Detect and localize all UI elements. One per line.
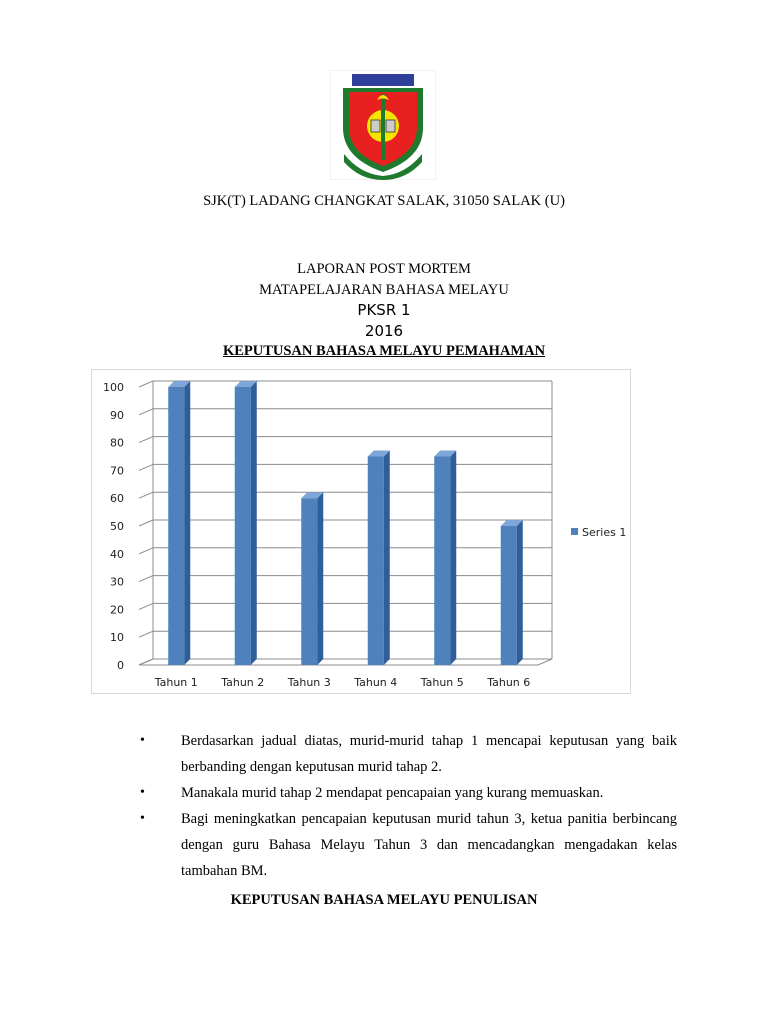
gridline-depth — [139, 464, 153, 470]
gridline-depth — [139, 409, 153, 415]
list-item — [140, 728, 677, 780]
bar — [501, 526, 517, 665]
chart-floor — [139, 659, 552, 665]
bullet-icon: • — [140, 733, 145, 748]
bullet-icon: • — [140, 785, 145, 800]
bar-side — [317, 492, 323, 665]
exam-title: PKSR 1 — [357, 301, 411, 319]
gridline-depth — [139, 437, 153, 443]
school-crest-icon — [330, 70, 436, 180]
x-tick-label: Tahun 5 — [420, 676, 464, 689]
section-heading-pemahaman: KEPUTUSAN BAHASA MELAYU PEMAHAMAN — [222, 343, 546, 359]
subject-title: MATAPELAJARAN BAHASA MELAYU — [259, 282, 509, 298]
bar-side — [251, 381, 257, 665]
bar-chart — [91, 369, 631, 694]
y-tick-label: 80 — [110, 436, 124, 450]
bar-side — [384, 451, 390, 666]
year-title: 2016 — [364, 322, 404, 340]
report-title: LAPORAN POST MORTEM — [297, 261, 471, 277]
bullet-icon: • — [140, 811, 145, 826]
x-tick-label: Tahun 6 — [487, 676, 531, 689]
gridline-depth — [139, 520, 153, 526]
gridline-depth — [139, 381, 153, 387]
bar-side — [517, 520, 523, 665]
y-tick-label: 40 — [110, 547, 124, 561]
section-heading-penulisan: KEPUTUSAN BAHASA MELAYU PENULISAN — [230, 892, 538, 908]
legend-label: Series 1 — [582, 526, 627, 539]
y-tick-label: 90 — [110, 408, 124, 422]
list-item-text: Bagi meningkatkan pencapaian keputusan murid tahun 3, ketua panitia berbincang dengan guru Bahasa Melayu Tahun 3 dan mencadangkan mengadakan kelas tambahan BM. — [181, 811, 677, 879]
bar-chart-svg — [92, 370, 632, 695]
bar — [368, 457, 384, 666]
y-tick-label: 70 — [110, 464, 124, 478]
gridline-depth — [139, 603, 153, 609]
y-tick-label: 100 — [103, 381, 124, 394]
y-tick-label: 60 — [110, 492, 124, 506]
bullet-list — [140, 728, 677, 884]
y-tick-label: 30 — [110, 575, 124, 589]
gridline-depth — [139, 548, 153, 554]
y-tick-label: 20 — [110, 603, 124, 617]
gridline-depth — [139, 576, 153, 582]
bar — [168, 387, 184, 665]
list-item — [140, 806, 677, 884]
bar-side — [450, 451, 456, 666]
gridline-depth — [139, 492, 153, 498]
gridline-depth — [139, 659, 153, 665]
y-tick-label: 50 — [110, 520, 124, 533]
list-item — [140, 780, 677, 806]
list-item-text: Berdasarkan jadual diatas, murid-murid tahap 1 mencapai keputusan yang baik berbanding dengan keputusan murid tahap 2. — [181, 733, 677, 775]
bar — [434, 457, 450, 666]
x-tick-label: Tahun 4 — [354, 676, 398, 689]
y-tick-label: 0 — [117, 659, 124, 672]
gridline-depth — [139, 631, 153, 637]
y-tick-label: 10 — [110, 631, 124, 645]
x-tick-label: Tahun 2 — [221, 676, 265, 689]
bar — [301, 498, 317, 665]
bar-side — [184, 381, 190, 665]
legend-swatch — [571, 528, 578, 535]
x-tick-label: Tahun 1 — [154, 676, 198, 689]
school-name: SJK(T) LADANG CHANGKAT SALAK, 31050 SALAK (U) — [203, 193, 565, 209]
x-tick-label: Tahun 3 — [287, 676, 331, 689]
list-item-text: Manakala murid tahap 2 mendapat pencapaian yang kurang memuaskan. — [181, 785, 604, 801]
bar — [235, 387, 251, 665]
